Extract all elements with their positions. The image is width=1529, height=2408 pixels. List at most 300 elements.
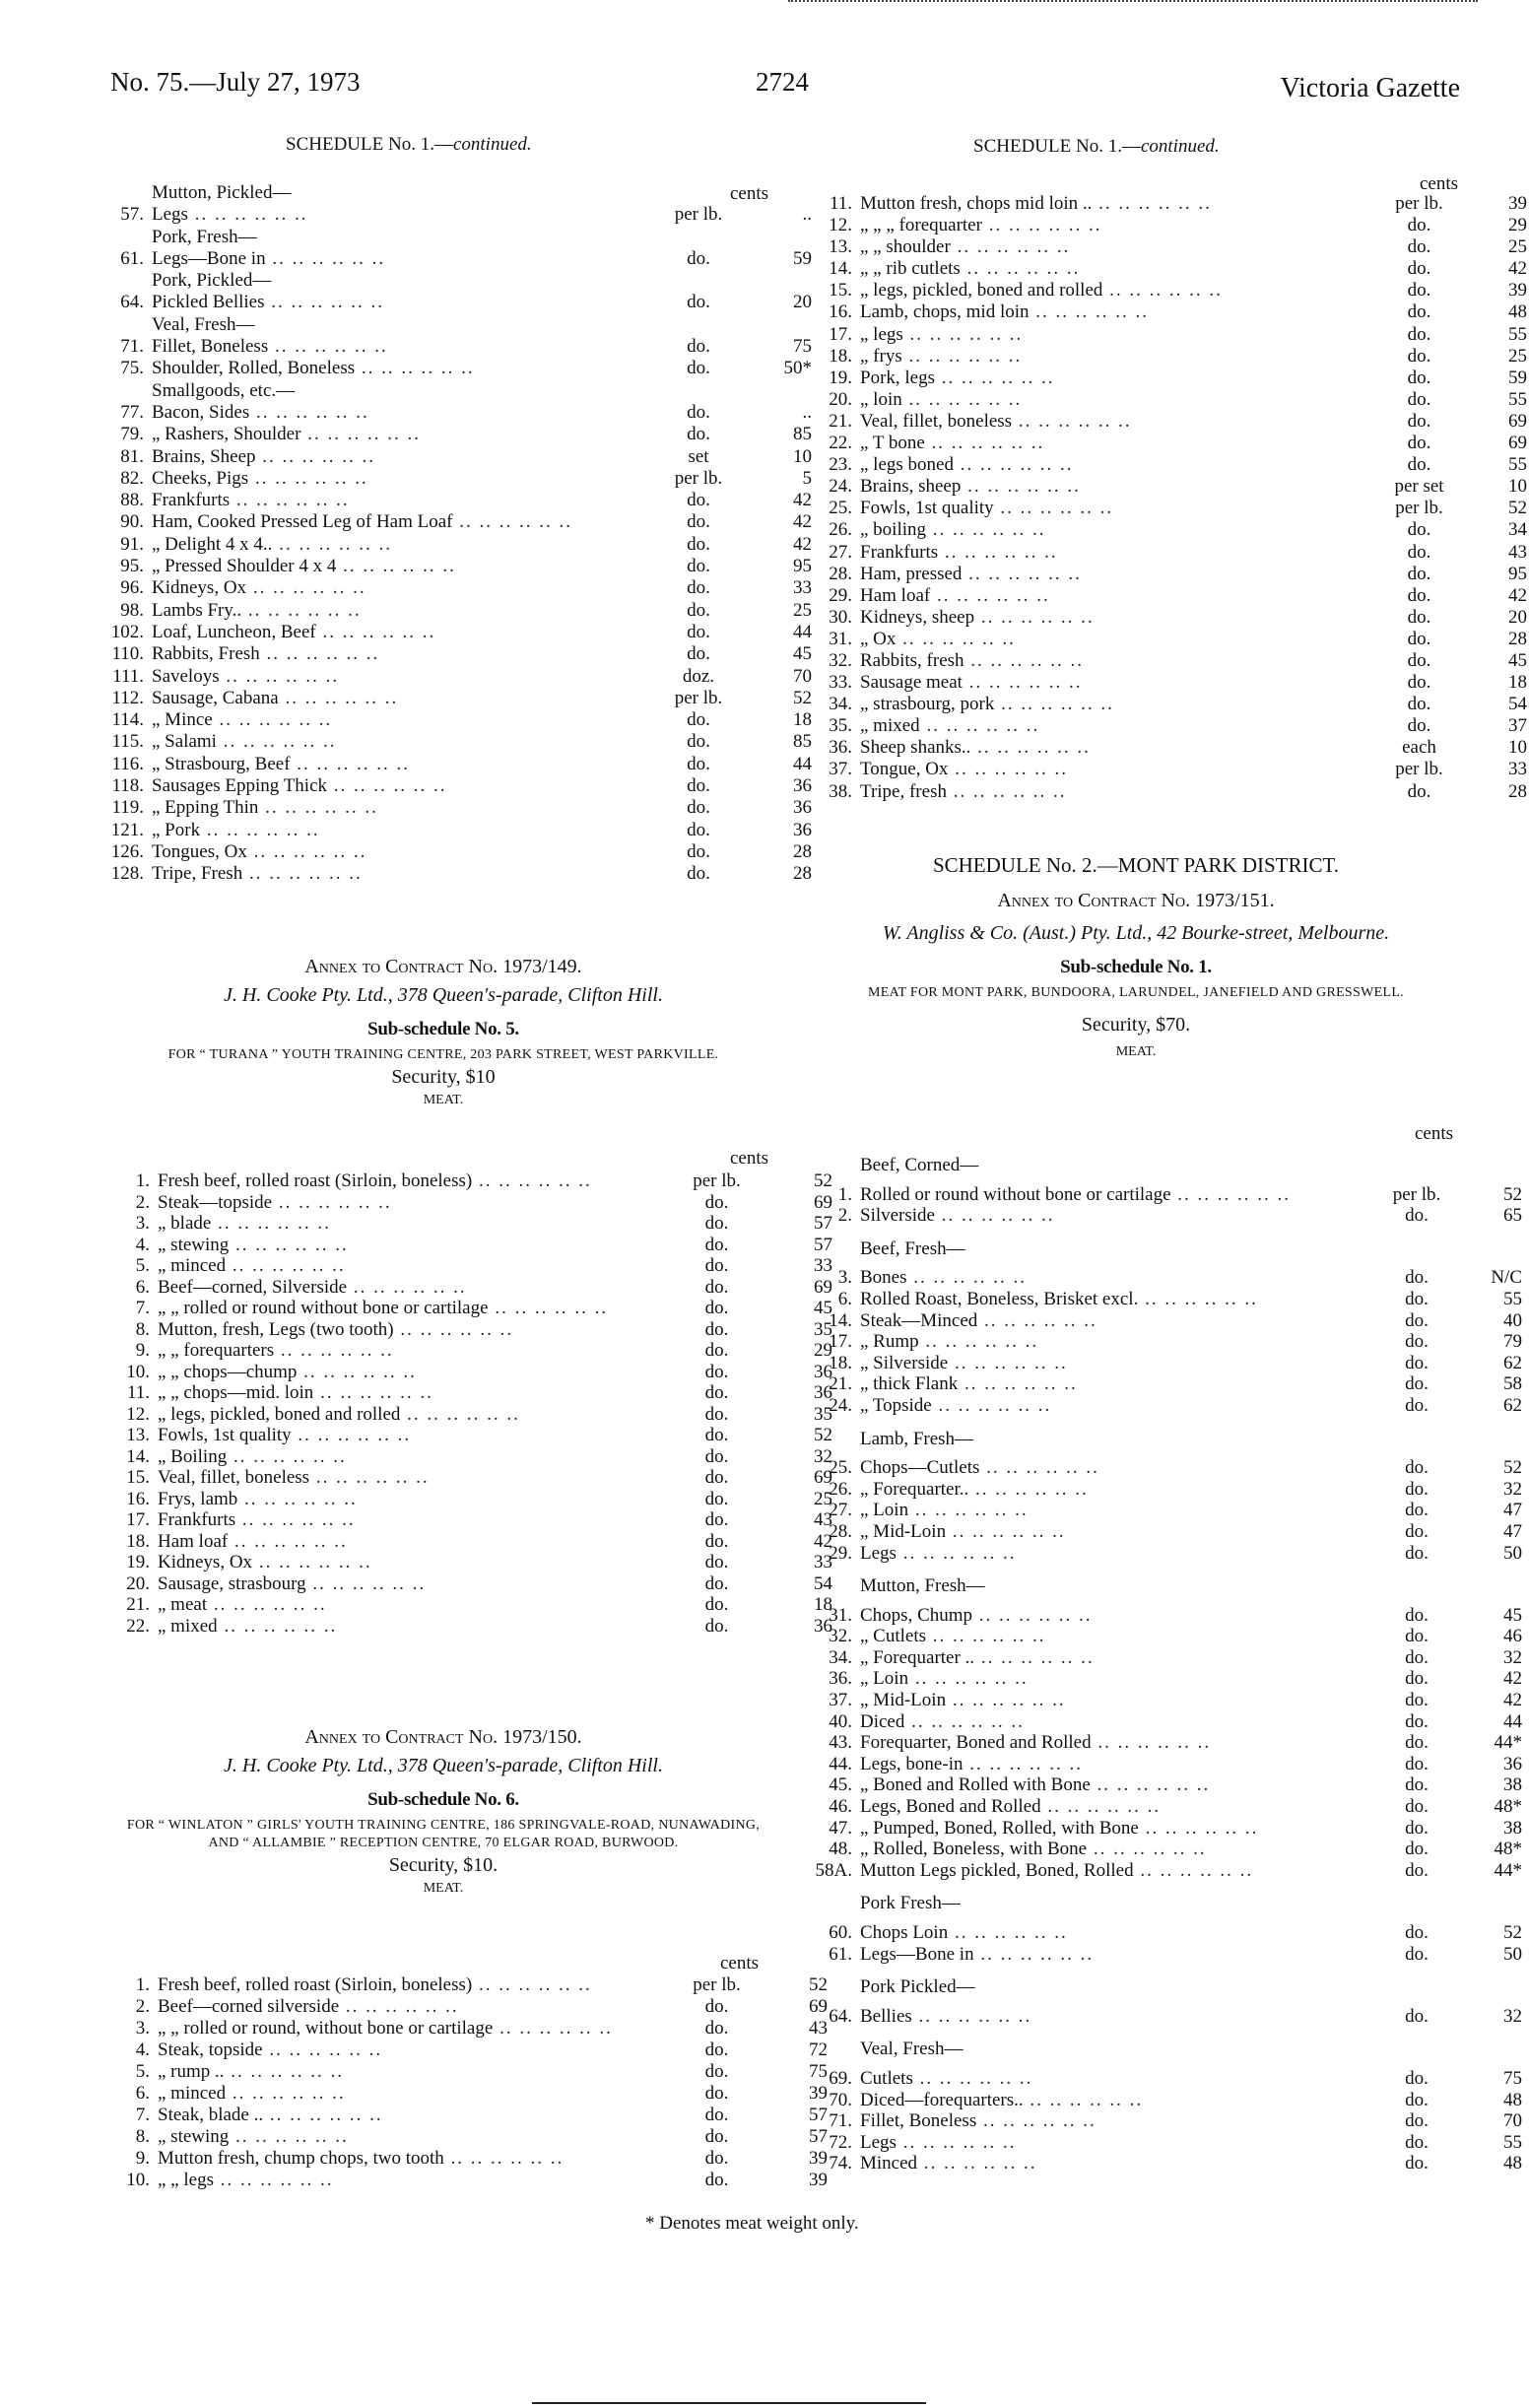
- table-row: [803, 519, 1527, 541]
- item-description: [158, 1489, 670, 1510]
- leader-dots: .. .. .. .. .. ..: [961, 476, 1081, 498]
- leader-dots: .. .. .. .. .. ..: [1087, 1839, 1207, 1860]
- unit-of-measure: per lb.: [1395, 193, 1443, 214]
- price-cents: 45: [793, 643, 812, 665]
- table-row: [87, 775, 812, 797]
- item-description-text: „ loin: [860, 388, 902, 410]
- unit-of-measure: do.: [1405, 1646, 1429, 1668]
- table-row: [110, 1362, 832, 1383]
- price-cents: 5: [802, 467, 812, 489]
- item-description-text: Tongues, Ox: [152, 840, 247, 862]
- leader-dots: .. .. .. .. .. ..: [213, 2170, 334, 2190]
- unit-of-measure: do.: [704, 1318, 729, 1340]
- unit-of-measure: per lb.: [1395, 759, 1443, 780]
- group-row: [803, 1564, 1522, 1605]
- table-row: [803, 1647, 1522, 1669]
- item-number: 38.: [829, 780, 852, 802]
- table-row: [110, 1255, 832, 1277]
- item-description: [152, 775, 654, 797]
- leader-dots: .. .. .. .. .. ..: [935, 367, 1055, 388]
- leader-dots: .. .. .. .. .. ..: [259, 643, 380, 665]
- unit-of-measure: do.: [704, 1615, 729, 1637]
- leader-dots: .. .. .. .. .. ..: [926, 1626, 1046, 1647]
- group-label: Beef, Corned—: [860, 1155, 979, 1175]
- price-cents: 48: [1503, 2089, 1522, 2110]
- item-description: [158, 1531, 670, 1553]
- item-number: 6.: [135, 2083, 150, 2104]
- price-cents: 39: [809, 2148, 828, 2169]
- item-description: [860, 1922, 1372, 1944]
- leader-dots: .. .. .. .. .. ..: [278, 687, 399, 708]
- unit-of-measure: do.: [704, 1191, 729, 1213]
- price-cents: 62: [1503, 1394, 1522, 1416]
- contractor-firm: W. Angliss & Co. (Aust.) Pty. Ltd., 42 Bourke-street, Melbourne.: [882, 922, 1390, 944]
- table-row: [803, 454, 1527, 476]
- item-description-text: „ meat: [158, 1594, 208, 1615]
- item-description-text: Rabbits, Fresh: [152, 643, 260, 665]
- leader-dots: .. .. .. .. .. ..: [274, 1340, 394, 1361]
- price-cents: 52: [1503, 1457, 1522, 1479]
- item-description-text: „ Pork: [152, 819, 201, 840]
- price-cents: 42: [793, 511, 812, 533]
- leader-dots: .. .. .. .. .. ..: [963, 1753, 1083, 1774]
- item-number: 25.: [829, 1457, 852, 1479]
- item-description: [158, 1382, 670, 1404]
- annex-title: Annex to Contract No. 1973/149.: [304, 956, 582, 977]
- item-description: [152, 797, 654, 819]
- leader-dots: .. .. .. .. .. ..: [1040, 1796, 1162, 1818]
- price-table: [87, 182, 812, 886]
- table-row: [803, 1479, 1522, 1501]
- price-cents: 33: [814, 1552, 832, 1572]
- item-number: 69.: [829, 2067, 852, 2089]
- unit-of-measure: per lb.: [674, 467, 723, 489]
- leader-dots: .. .. .. .. .. ..: [230, 490, 350, 511]
- leader-dots: .. .. .. .. .. ..: [950, 236, 1071, 258]
- item-description: [158, 1255, 670, 1277]
- item-description: [860, 1479, 1372, 1501]
- item-description: [158, 2105, 670, 2126]
- leader-dots: .. .. .. .. .. ..: [263, 2105, 383, 2125]
- leader-dots: .. .. .. .. .. ..: [265, 247, 386, 269]
- unit-of-measure: do.: [704, 2040, 729, 2060]
- leader-dots: .. .. .. .. .. ..: [946, 1520, 1066, 1542]
- table-row: [803, 715, 1527, 737]
- item-number: [803, 1227, 860, 1268]
- item-description-text: Forequarter, Boned and Rolled: [860, 1732, 1092, 1754]
- item-description: [152, 863, 654, 885]
- table-row: [87, 204, 812, 226]
- item-description-text: Sausage meat: [860, 672, 963, 694]
- table-row: [803, 1839, 1522, 1860]
- item-description-text: „ Silverside: [860, 1352, 949, 1373]
- item-description-text: Bellies: [860, 2005, 912, 2027]
- price-cents: 25: [1508, 236, 1527, 258]
- item-number: 14.: [829, 1309, 852, 1331]
- unit-of-measure: each: [1402, 737, 1436, 759]
- item-description: [152, 358, 654, 379]
- item-description: [860, 1457, 1372, 1479]
- unit-of-measure: do.: [1405, 1373, 1429, 1395]
- item-description: [860, 629, 1372, 650]
- item-number: 74.: [829, 2153, 852, 2174]
- item-description-text: „ „ legs: [158, 2170, 214, 2190]
- table-row: [110, 1446, 832, 1468]
- item-number: 29.: [829, 584, 852, 606]
- item-description-text: Sausages Epping Thick: [152, 775, 328, 797]
- table-row: [803, 1289, 1522, 1310]
- item-description-text: „ „ rolled or round, without bone or cartilage: [158, 2018, 494, 2039]
- item-number: [803, 2027, 860, 2068]
- unit-of-measure: do.: [1407, 367, 1431, 388]
- leader-dots: .. .. .. .. .. ..: [297, 1361, 417, 1382]
- item-description: [152, 336, 654, 358]
- item-description: [860, 1647, 1372, 1669]
- table-row: [803, 324, 1527, 346]
- item-number: 37.: [829, 759, 852, 780]
- table-row: [803, 2068, 1522, 2090]
- item-description: [860, 737, 1372, 759]
- item-description-text: Frankfurts: [860, 541, 939, 563]
- item-description-text: Sheep shanks..: [860, 737, 971, 759]
- table-row: [803, 1267, 1522, 1289]
- unit-of-measure: do.: [687, 533, 710, 555]
- leader-dots: .. .. .. .. .. ..: [948, 1352, 1068, 1373]
- item-description: [860, 585, 1372, 607]
- price-cents: 29: [814, 1340, 832, 1361]
- price-cents: 55: [1508, 388, 1527, 410]
- leader-dots: .. .. .. .. .. ..: [336, 556, 456, 577]
- price-cents: 48*: [1494, 1796, 1522, 1818]
- price-cents: 38: [1503, 1817, 1522, 1839]
- price-cents: 44: [793, 621, 812, 642]
- table-row: [110, 2083, 828, 2105]
- table-row: [803, 2153, 1522, 2174]
- table-row: [87, 402, 812, 424]
- item-number: 28.: [829, 1520, 852, 1542]
- item-number: 1.: [135, 1974, 150, 1995]
- leader-dots: .. .. .. .. .. ..: [246, 840, 367, 862]
- item-number: 75.: [120, 358, 144, 379]
- unit-of-measure: do.: [1405, 1668, 1429, 1690]
- item-description-text: „ Ox: [860, 628, 897, 649]
- group-label: Pork, Pickled—: [152, 270, 272, 292]
- item-description-text: Mutton Legs pickled, Boned, Rolled: [860, 1859, 1134, 1881]
- item-description-text: „ mixed: [158, 1615, 218, 1637]
- price-cents: 52: [1503, 1183, 1522, 1205]
- item-description: [860, 781, 1372, 803]
- item-description: [158, 1974, 670, 1996]
- item-description-text: Legs: [860, 2131, 897, 2153]
- item-description: [158, 2018, 670, 2040]
- unit-of-measure: do.: [687, 577, 710, 599]
- table-row: [87, 688, 812, 709]
- item-description-text: Legs—Bone in: [152, 247, 266, 269]
- item-number: [87, 227, 152, 248]
- item-number: 1.: [837, 1183, 852, 1205]
- price-cents: 42: [793, 533, 812, 555]
- price-cents: 45: [814, 1298, 832, 1318]
- item-description: [152, 490, 654, 511]
- table-row: [87, 511, 812, 533]
- unit-of-measure: do.: [1405, 1394, 1429, 1416]
- schedule-2-table: [803, 1143, 1522, 2174]
- item-description-text: „ Mid-Loin: [860, 1520, 947, 1542]
- table-row: [110, 1594, 832, 1616]
- price-cents: 43: [814, 1509, 832, 1530]
- price-cents: 57: [809, 2105, 828, 2125]
- item-description: [158, 1996, 670, 2018]
- item-description-text: „ „ chops—chump: [158, 1361, 298, 1382]
- table-row: [803, 258, 1527, 280]
- item-description: [152, 577, 654, 599]
- item-number: 116.: [111, 753, 144, 774]
- unit-of-measure: do.: [687, 358, 710, 379]
- unit-of-measure: do.: [704, 2126, 729, 2147]
- leader-dots: .. .. .. .. .. ..: [229, 2126, 349, 2147]
- item-description: [860, 672, 1372, 694]
- item-description-text: Fowls, 1st quality: [158, 1425, 292, 1445]
- leader-dots: .. .. .. .. .. ..: [906, 1267, 1027, 1289]
- leader-dots: .. .. .. .. .. ..: [912, 2067, 1033, 2089]
- item-description-text: Fresh beef, rolled roast (Sirloin, boneless): [158, 1171, 473, 1191]
- table-row: [110, 2148, 828, 2170]
- leader-dots: .. .. .. .. .. ..: [931, 1394, 1052, 1416]
- item-number: 11.: [126, 1382, 150, 1403]
- item-description: [860, 1754, 1372, 1775]
- item-number: 13.: [126, 1425, 150, 1445]
- leader-dots: .. .. .. .. .. ..: [1138, 1817, 1259, 1839]
- leader-dots: .. .. .. .. .. ..: [924, 433, 1045, 454]
- table-row: [110, 2040, 828, 2061]
- item-number: 46.: [829, 1796, 852, 1818]
- subschedule-for: FOR “ TURANA ” YOUTH TRAINING CENTRE, 203 PARK STREET, WEST PARKVILLE.: [167, 1047, 719, 1062]
- item-number: 32.: [829, 1626, 852, 1647]
- price-cents: 36: [793, 819, 812, 840]
- item-number: [803, 1564, 860, 1605]
- item-number: 20.: [126, 1572, 150, 1594]
- item-number: 35.: [829, 715, 852, 737]
- price-cents: 33: [814, 1255, 832, 1276]
- item-description-text: „ Rump: [860, 1331, 919, 1353]
- table-row: [803, 1395, 1522, 1417]
- leader-dots: .. .. .. .. .. ..: [970, 737, 1091, 759]
- item-number: 82.: [120, 467, 144, 489]
- item-description-text: Ham loaf: [158, 1530, 229, 1552]
- table-row: [803, 694, 1527, 715]
- price-cents: 25: [814, 1488, 832, 1509]
- item-description-text: „ Delight 4 x 4..: [152, 533, 273, 555]
- price-cents: 47: [1503, 1520, 1522, 1542]
- item-number: 5.: [135, 1255, 150, 1276]
- subschedule-title: Sub-schedule No. 5.: [367, 1019, 519, 1039]
- item-number: 119.: [111, 797, 144, 819]
- table-row: [803, 1373, 1522, 1395]
- item-description: [158, 1277, 670, 1299]
- leader-dots: .. .. .. .. .. ..: [241, 599, 362, 621]
- item-number: 20.: [829, 388, 852, 410]
- price-cents: 62: [1503, 1352, 1522, 1373]
- item-description: [860, 2090, 1372, 2111]
- unit-of-measure: do.: [687, 775, 710, 797]
- leader-dots: .. .. .. .. .. ..: [976, 2110, 1097, 2132]
- unit-of-measure: do.: [687, 863, 710, 885]
- unit-of-measure: do.: [1407, 388, 1431, 410]
- item-number: 118.: [111, 775, 144, 797]
- leader-dots: .. .. .. .. .. ..: [187, 204, 308, 226]
- table-row: [803, 1796, 1522, 1818]
- price-cents: 33: [793, 577, 812, 599]
- group-row: [803, 2027, 1522, 2068]
- table-row: [110, 1531, 832, 1553]
- item-description-text: „ „ forequarters: [158, 1340, 275, 1361]
- price-cents: 52: [793, 687, 812, 708]
- item-description-text: „ „ „ forequarter: [860, 215, 982, 236]
- table-row: [803, 1818, 1522, 1839]
- item-description-text: Chops—Cutlets: [860, 1457, 980, 1479]
- item-number: 7.: [135, 1298, 150, 1318]
- item-description-text: Ham, Cooked Pressed Leg of Ham Loaf: [152, 511, 453, 533]
- item-description-text: „ stewing: [158, 1234, 230, 1255]
- item-description-text: Fillet, Boneless: [860, 2110, 977, 2132]
- item-description: [152, 820, 654, 841]
- item-description-text: „ rump ..: [158, 2061, 225, 2082]
- item-description: [860, 1796, 1372, 1818]
- security-amount: Security, $10.: [388, 1854, 499, 1876]
- leader-dots: .. .. .. .. .. ..: [248, 467, 368, 489]
- unit-of-measure: do.: [687, 643, 710, 665]
- price-cents: 36: [814, 1361, 832, 1382]
- item-description-text: „ legs boned: [860, 454, 954, 476]
- item-description-text: Fowls, 1st quality: [860, 498, 994, 519]
- leader-dots: .. .. .. .. .. ..: [938, 541, 1058, 563]
- unit-of-measure: do.: [1405, 1753, 1429, 1774]
- item-number: 12.: [829, 215, 852, 236]
- annex-149-table: [110, 1171, 832, 1637]
- unit-of-measure: do.: [1405, 1288, 1429, 1309]
- unit-of-measure: do.: [1407, 345, 1431, 367]
- schedule-title-text: SCHEDULE No. 1.—: [973, 136, 1141, 157]
- item-description-text: „ Forequarter ..: [860, 1646, 975, 1668]
- table-row: [87, 666, 812, 688]
- item-number: 43.: [829, 1732, 852, 1754]
- item-description-text: Mutton fresh, chops mid loin ..: [860, 193, 1093, 214]
- schedule-1-right-table: [803, 193, 1527, 803]
- leader-dots: .. .. .. .. .. ..: [964, 649, 1085, 671]
- price-cents: 42: [793, 490, 812, 511]
- item-description: [152, 511, 654, 533]
- leader-dots: .. .. .. .. .. ..: [962, 563, 1082, 584]
- table-row: [803, 1331, 1522, 1353]
- item-number: [803, 1881, 860, 1922]
- leader-dots: .. .. .. .. .. ..: [917, 2153, 1037, 2174]
- unit-of-measure: do.: [1405, 1732, 1429, 1754]
- price-cents: ..: [802, 401, 812, 423]
- item-number: 8.: [135, 2126, 150, 2147]
- table-row: [110, 1996, 828, 2018]
- leader-dots: .. .. .. .. .. ..: [226, 2083, 346, 2104]
- item-description: [860, 650, 1372, 672]
- leader-dots: .. .. .. .. .. ..: [272, 1191, 392, 1213]
- item-description: [158, 2126, 670, 2148]
- leader-dots: .. .. .. .. .. ..: [1170, 1183, 1292, 1205]
- item-description-text: Ham loaf: [860, 584, 931, 606]
- item-description: [158, 2061, 670, 2083]
- price-cents: 44: [1503, 1710, 1522, 1732]
- leader-dots: .. .. .. .. .. ..: [272, 533, 392, 555]
- item-description-text: Kidneys, Ox: [158, 1552, 253, 1572]
- unit-of-measure: do.: [704, 2018, 729, 2039]
- group-label: Lamb, Fresh—: [860, 1428, 974, 1449]
- item-description: [860, 1500, 1372, 1521]
- table-row: [803, 2090, 1522, 2111]
- item-description: [152, 446, 654, 468]
- item-description-text: Silverside: [860, 1205, 935, 1227]
- leader-dots: .. .. .. .. .. ..: [901, 345, 1023, 367]
- item-number: 15.: [126, 1467, 150, 1488]
- item-number: 102.: [110, 621, 144, 642]
- price-cents: 50*: [783, 358, 812, 379]
- item-description: [152, 556, 654, 577]
- item-description-text: „ mixed: [860, 715, 920, 737]
- table-row: [87, 490, 812, 511]
- item-description-text: „ Rashers, Shoulder: [152, 424, 301, 445]
- item-description: [860, 715, 1372, 737]
- item-number: 17.: [829, 1331, 852, 1353]
- schedule-title-italic: continued.: [452, 134, 532, 155]
- unit-of-measure: do.: [704, 1594, 729, 1615]
- leader-dots: .. .. .. .. .. ..: [926, 519, 1046, 541]
- price-cents: 59: [1508, 367, 1527, 388]
- table-row: [110, 2105, 828, 2126]
- price-cents: 52: [814, 1171, 832, 1191]
- item-description-text: Rolled Roast, Boneless, Brisket excl.: [860, 1288, 1139, 1309]
- unit-of-measure: do.: [1405, 1205, 1429, 1227]
- price-cents: 36: [814, 1382, 832, 1403]
- item-number: 58A.: [815, 1859, 852, 1881]
- item-number: 114.: [111, 709, 144, 731]
- price-cents: 39: [1508, 280, 1527, 301]
- price-cents: 70: [793, 665, 812, 687]
- unit-of-measure: do.: [1405, 2067, 1429, 2089]
- unit-of-measure: do.: [1407, 433, 1431, 454]
- item-description: [158, 1467, 670, 1489]
- group-label: Pork Pickled—: [860, 1976, 975, 1998]
- price-cents: 55: [1508, 323, 1527, 345]
- table-row: [803, 433, 1527, 454]
- price-table: [110, 1171, 832, 1637]
- schedule-title-text: SCHEDULE No. 1.—: [286, 134, 453, 155]
- item-description: [860, 2068, 1372, 2090]
- subschedule-title: Sub-schedule No. 1.: [1060, 957, 1212, 977]
- item-description: [860, 519, 1372, 541]
- item-description-text: Frys, lamb: [158, 1488, 238, 1509]
- price-cents: 32: [1503, 1646, 1522, 1668]
- item-description-text: Frankfurts: [152, 490, 231, 511]
- table-row: [803, 1922, 1522, 1944]
- price-cents: 36: [793, 797, 812, 819]
- price-cents: 32: [1503, 1478, 1522, 1500]
- leader-dots: .. .. .. .. .. ..: [1029, 301, 1150, 323]
- item-number: 25.: [829, 498, 852, 519]
- table-row: [110, 1235, 832, 1256]
- item-description: [860, 607, 1372, 629]
- price-cents: 18: [793, 709, 812, 731]
- item-number: 21.: [126, 1594, 150, 1615]
- item-description-text: Chops Loin: [860, 1922, 949, 1943]
- unit-of-measure: do.: [1405, 1710, 1429, 1732]
- item-description-text: Tongue, Ox: [860, 759, 949, 780]
